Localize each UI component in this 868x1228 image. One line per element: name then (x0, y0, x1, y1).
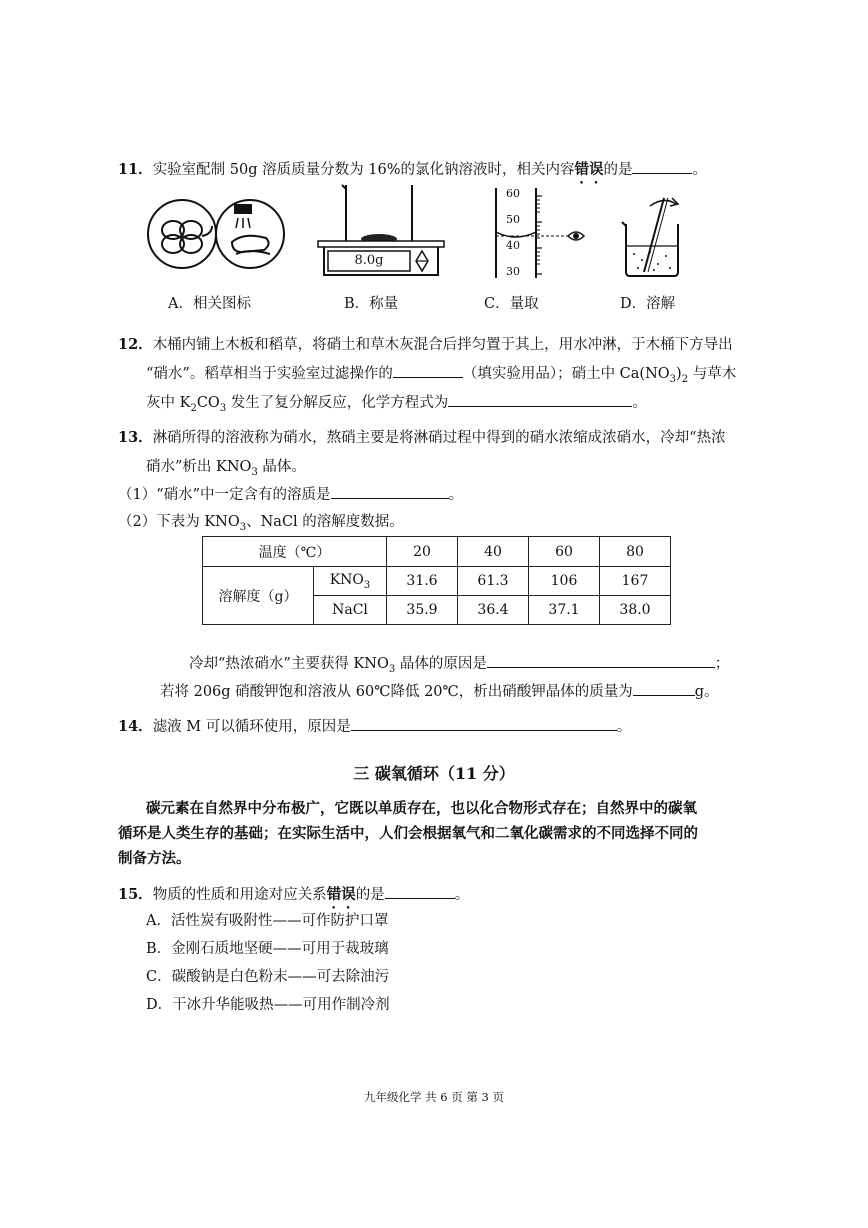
tick-label: 60 (506, 187, 520, 200)
emphasis-text: 错误 (574, 161, 604, 178)
question-text: （填实验用品）；硝土中 Ca(NO (462, 366, 670, 382)
option-a-label: A．相关图标 (168, 296, 251, 312)
emphasis-text: 错误 (326, 886, 356, 903)
subscript: 3 (219, 402, 227, 414)
punctuation: 。 (616, 719, 632, 735)
question-13-part1 (118, 483, 463, 504)
safety-icons-svg (146, 196, 286, 274)
punctuation: 。 (454, 887, 470, 903)
question-12-line1 (118, 333, 733, 354)
tick-label: 30 (506, 265, 520, 278)
figure-d-dissolve (618, 184, 690, 284)
question-15 (118, 883, 469, 912)
subscript: 3 (669, 373, 677, 385)
figure-a-icons (146, 196, 286, 278)
question-12-line2 (146, 362, 736, 385)
stirring-rod (644, 198, 664, 272)
subscript: 3 (388, 663, 396, 675)
page-footer: 九年级化学 共 6 页 第 3 页 (363, 1090, 505, 1104)
table-cell: 106 (529, 567, 600, 596)
punctuation: 。 (448, 487, 464, 503)
solubility-table (202, 536, 671, 625)
tick-label: 50 (506, 213, 520, 226)
table-cell: 40 (458, 537, 529, 567)
question-number: 13． (118, 429, 153, 446)
question-text: “硝水”。稻草相当于实验室过滤操作的 (146, 366, 393, 382)
answer-blank[interactable] (393, 363, 463, 378)
answer-blank[interactable] (632, 159, 692, 174)
question-text: ) (676, 366, 682, 382)
answer-blank[interactable] (487, 653, 715, 668)
punctuation: g。 (694, 684, 719, 700)
question-13-line1 (118, 426, 726, 447)
punctuation: 。 (692, 162, 707, 178)
option-c-label: C．量取 (484, 296, 539, 312)
question-text-tail: 的是 (603, 162, 633, 178)
table-cell: 61.3 (458, 567, 529, 596)
question-13-after1 (189, 652, 729, 675)
table-cell: 31.6 (387, 567, 458, 596)
question-text: （1）“硝水”中一定含有的溶质是 (118, 487, 331, 503)
question-13-line2 (146, 455, 306, 478)
subscript: 2 (190, 402, 197, 414)
figure-c-cylinder (492, 186, 592, 284)
question-14 (118, 715, 631, 736)
punctuation: 。 (632, 395, 647, 411)
question-text: CO (196, 395, 220, 411)
answer-blank[interactable] (351, 716, 617, 731)
question-text: 晶体的原因是 (395, 656, 487, 672)
option-item: C．碳酸钠是白色粉末——可去除油污 (146, 969, 390, 985)
figure-b-balance (316, 183, 446, 283)
subscript: 2 (681, 373, 689, 385)
kno3-label (314, 567, 387, 596)
question-text: 滤液 M 可以循环使用，原因是 (152, 719, 351, 735)
question-text: 发生了复分解反应，化学方程式为 (226, 395, 449, 411)
question-number: 12． (118, 336, 153, 353)
question-text: 实验室配制 50g 溶质质量分数为 16%的氯化钠溶液时，相关内容 (152, 162, 575, 178)
table-cell: 60 (529, 537, 600, 567)
option-item: A．活性炭有吸附性——可作防护口罩 (146, 913, 389, 929)
question-13-after2 (160, 680, 719, 701)
section-intro-line3: 制备方法。 (118, 850, 191, 867)
section-intro-line1: 碳元素在自然界中分布极广，它既以单质存在，也以化合物形式存在；自然界中的碳氧 (146, 800, 697, 817)
question-text: 、NaCl 的溶解度数据。 (246, 514, 404, 530)
tick-label: 40 (506, 239, 520, 252)
question-text: 灰中 K (146, 395, 191, 411)
answer-blank[interactable] (633, 681, 695, 696)
answer-blank[interactable] (448, 392, 632, 407)
balance-reading: 8.0g (354, 253, 384, 268)
question-number: 11． (118, 161, 153, 178)
table-cell: 36.4 (458, 596, 529, 625)
option-d-label: D．溶解 (620, 296, 676, 312)
option-item: B．金刚石质地坚硬——可用于裁玻璃 (146, 941, 389, 957)
option-b-label: B．称量 (344, 296, 399, 312)
punctuation: ； (714, 656, 730, 672)
subscript: 3 (239, 521, 247, 533)
table-cell: 167 (600, 567, 671, 596)
answer-blank[interactable] (385, 884, 455, 899)
subscript: 3 (363, 579, 371, 591)
solubility-label: 溶解度（g） (203, 567, 314, 625)
table-cell: 38.0 (600, 596, 671, 625)
question-text: 物质的性质和用途对应关系 (152, 887, 327, 903)
question-text: 淋硝所得的溶液称为硝水，熬硝主要是将淋硝过程中得到的硝水浓缩成浓硝水，冷却“热浓 (152, 430, 726, 446)
answer-blank[interactable] (331, 484, 449, 499)
table-cell: 35.9 (387, 596, 458, 625)
table-row (203, 567, 671, 596)
question-text-tail: 的是 (355, 887, 385, 903)
question-number: 14． (118, 718, 153, 735)
nacl-label: NaCl (314, 596, 387, 625)
option-item: D．干冰升华能吸热——可用作制冷剂 (146, 997, 390, 1013)
formula-text: KNO (329, 571, 364, 588)
question-13-part2 (118, 510, 404, 533)
section-title: 三 碳氧循环（11 分） (353, 764, 515, 783)
dissolve-svg (618, 184, 690, 280)
question-text: 木桶内铺上木板和稻草，将硝土和草木灰混合后拌匀置于其上，用水冲淋，于木桶下方导出 (152, 337, 733, 353)
section-intro-line2: 循环是人类生存的基础；在实际生活中，人们会根据氧气和二氧化碳需求的不同选择不同的 (118, 825, 698, 842)
subscript: 3 (251, 466, 258, 478)
question-number: 15． (118, 886, 153, 903)
question-text: 冷却“热浓硝水”主要获得 KNO (189, 656, 389, 672)
question-12-line3 (146, 391, 647, 414)
question-text: 与草木 (688, 366, 737, 382)
question-text: 晶体。 (257, 459, 306, 475)
temp-header: 温度（℃） (203, 537, 387, 567)
table-cell: 37.1 (529, 596, 600, 625)
question-text: 硝水”析出 KNO (146, 459, 252, 475)
question-text: （2）下表为 KNO (118, 514, 240, 530)
table-row (203, 537, 671, 567)
table-cell: 20 (387, 537, 458, 567)
table-cell: 80 (600, 537, 671, 567)
question-text: 若将 206g 硝酸钾饱和溶液从 60℃降低 20℃，析出硝酸钾晶体的质量为 (160, 684, 633, 700)
